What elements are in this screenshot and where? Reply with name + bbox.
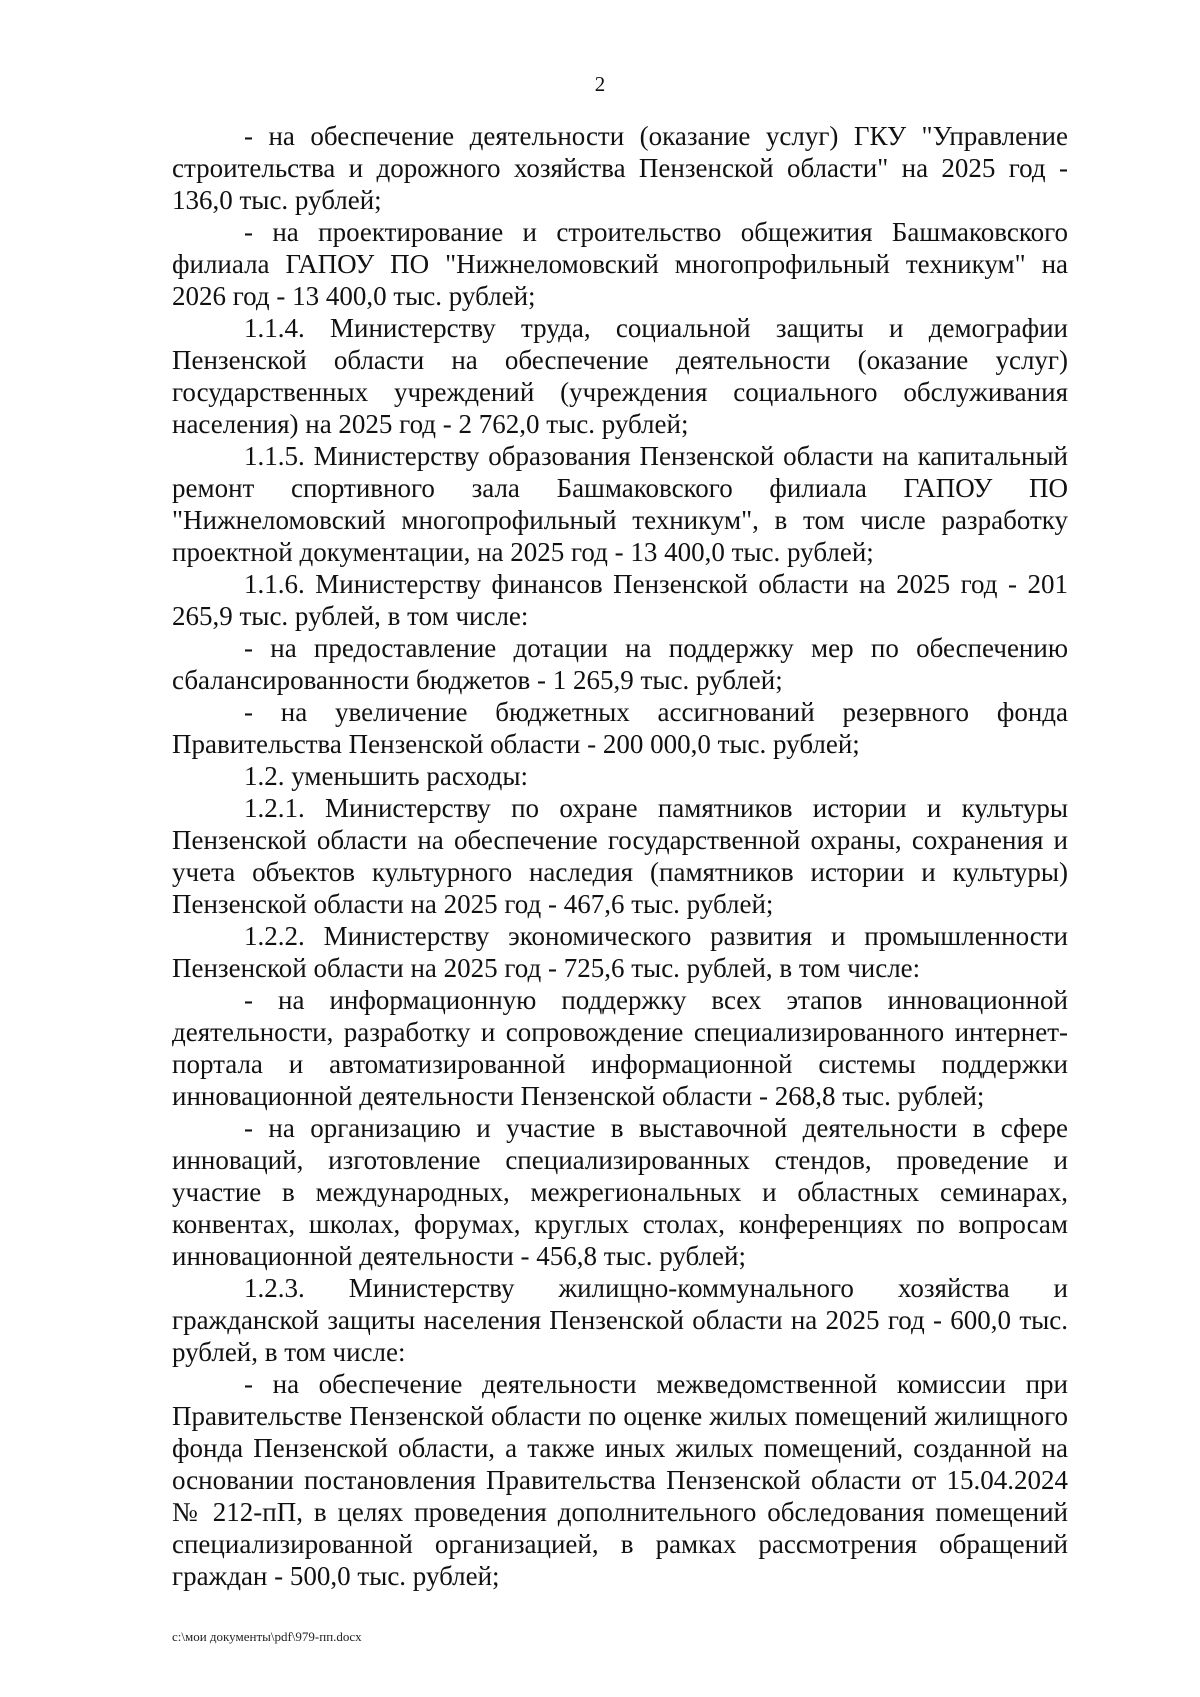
paragraph: 1.2.1. Министерству по охране памятников истории и культуры Пензенской области на обеспечение государственной охраны, сохранения и учета объектов культурного наследия (памятников истории и культуры) Пензенской области на 2025 год - 467,6 тыс. рублей; [172, 793, 1068, 919]
paragraph: 1.1.6. Министерству финансов Пензенской области на 2025 год - 201 265,9 тыс. рублей, в том числе: [172, 569, 1068, 631]
paragraph: - на организацию и участие в выставочной деятельности в сфере инноваций, изготовление специализированных стендов, проведение и участие в международных, межрегиональных и областных семинарах, конвентах, школах, форумах, круглых столах, конференциях по вопросам инновационной деятельности - 456,8 тыс. рублей; [172, 1113, 1068, 1271]
paragraph: - на увеличение бюджетных ассигнований резервного фонда Правительства Пензенской области - 200 000,0 тыс. рублей; [172, 697, 1068, 759]
paragraph: - на проектирование и строительство общежития Башмаковского филиала ГАПОУ ПО "Нижнеломовский многопрофильный техникум" на 2026 год - 13 400,0 тыс. рублей; [172, 217, 1068, 311]
paragraph: 1.2.3. Министерству жилищно-коммунального хозяйства и гражданской защиты населения Пензенской области на 2025 год - 600,0 тыс. рублей, в том числе: [172, 1273, 1068, 1367]
paragraph: - на обеспечение деятельности (оказание услуг) ГКУ "Управление строительства и дорожного хозяйства Пензенской области" на 2025 год - 136,0 тыс. рублей; [172, 121, 1068, 215]
footer-file-path: c:\мои документы\pdf\979-пп.docx [172, 1629, 362, 1644]
paragraph: 1.1.5. Министерству образования Пензенской области на капитальный ремонт спортивного зала Башмаковского филиала ГАПОУ ПО "Нижнеломовский многопрофильный техникум", в том числе разработку проектной документации, на 2025 год - 13 400,0 тыс. рублей; [172, 441, 1068, 567]
paragraph: - на обеспечение деятельности межведомственной комиссии при Правительстве Пензенской области по оценке жилых помещений жилищного фонда Пензенской области, а также иных жилых помещений, созданной на основании постановления Правительства Пензенской области от 15.04.2024 № 212-пП, в целях проведения дополнительного обследования помещений специализированной организацией, в рамках рассмотрения обращений граждан - 500,0 тыс. рублей; [172, 1369, 1068, 1591]
paragraph: 1.1.4. Министерству труда, социальной защиты и демографии Пензенской области на обеспечение деятельности (оказание услуг) государственных учреждений (учреждения социального обслуживания населения) на 2025 год - 2 762,0 тыс. рублей; [172, 313, 1068, 439]
paragraph: 1.2.2. Министерству экономического развития и промышленности Пензенской области на 2025 год - 725,6 тыс. рублей, в том числе: [172, 921, 1068, 983]
document-body [172, 120, 1068, 1592]
paragraph: - на предоставление дотации на поддержку мер по обеспечению сбалансированности бюджетов - 1 265,9 тыс. рублей; [172, 633, 1068, 695]
paragraph: 1.2. уменьшить расходы: [244, 761, 529, 791]
paragraph: - на информационную поддержку всех этапов инновационной деятельности, разработку и сопровождение специализированного интернет-портала и автоматизированной информационной системы поддержки инновационной деятельности Пензенской области - 268,8 тыс. рублей; [172, 985, 1068, 1111]
page-number: 2 [594, 72, 606, 96]
